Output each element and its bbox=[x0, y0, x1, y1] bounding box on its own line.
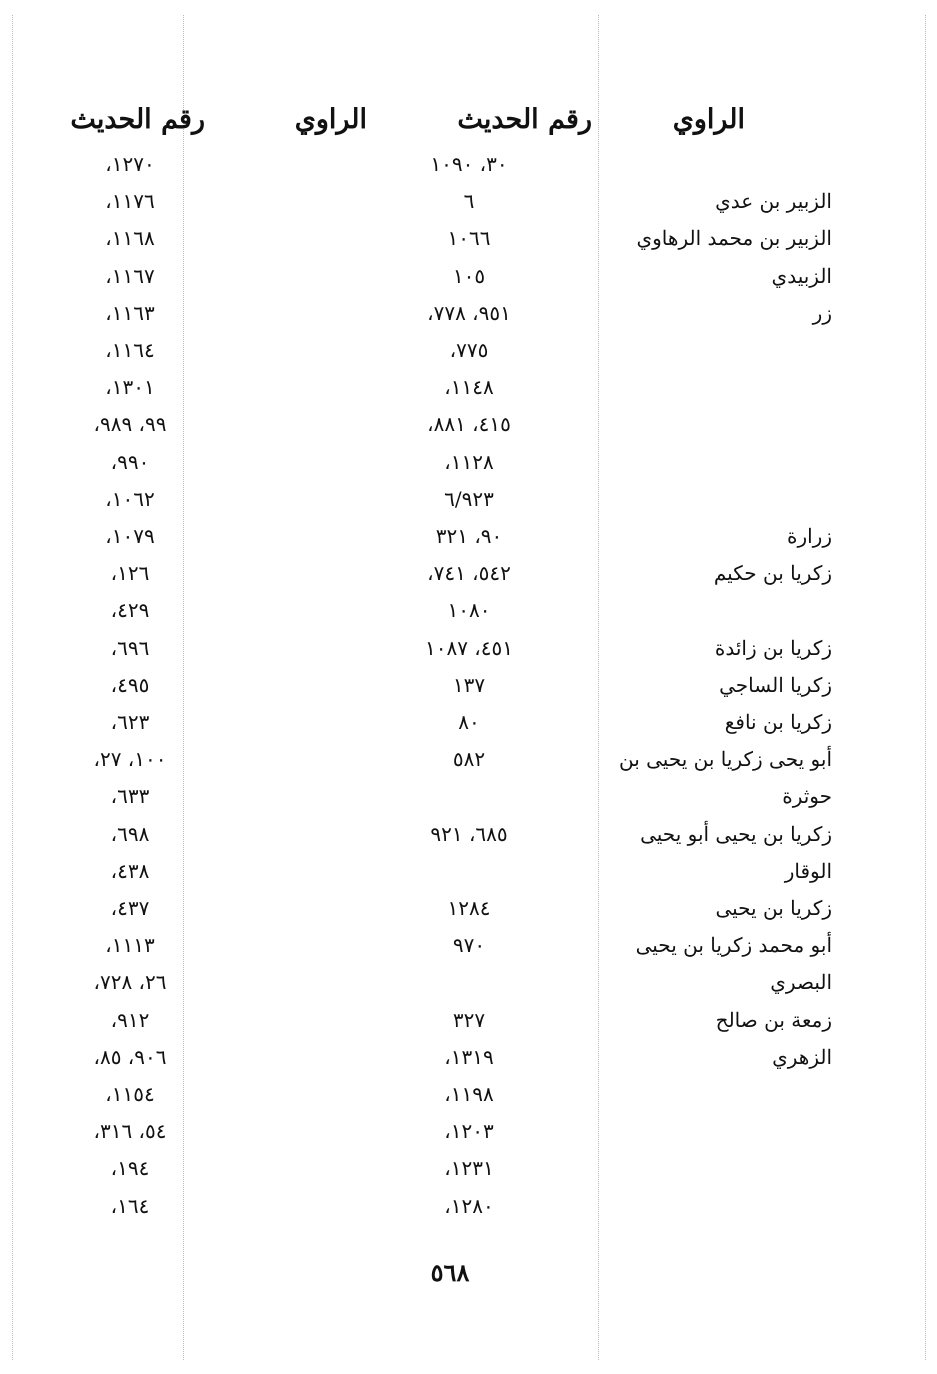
hadith-numbers: ٥٤٢، ٧٤١، bbox=[427, 561, 511, 585]
table-row bbox=[0, 816, 937, 853]
table-row bbox=[0, 741, 937, 778]
hadith-numbers-left: ٤٢٩، bbox=[110, 598, 150, 622]
narrator-name: زكريا بن زائدة bbox=[714, 636, 832, 660]
hadith-numbers bbox=[389, 853, 549, 890]
hadith-numbers-left: ١١٦٤، bbox=[105, 338, 155, 362]
narrator-name: زر bbox=[812, 301, 832, 325]
table-row bbox=[0, 667, 937, 704]
header-hadith-left: رقم الحديث bbox=[70, 104, 205, 135]
hadith-numbers-left: ٢٦، ٧٢٨، bbox=[93, 970, 167, 994]
hadith-numbers: ٣٠، ١٠٩٠ bbox=[430, 152, 508, 176]
hadith-numbers: ٨٠ bbox=[458, 710, 480, 734]
narrator-name: الزهري bbox=[772, 1045, 832, 1069]
narrator-name: أبو محمد زكريا بن يحيى bbox=[635, 933, 832, 957]
hadith-numbers: ١٢٨٠، bbox=[444, 1194, 494, 1218]
hadith-numbers-left: ١٠٠، ٢٧، bbox=[93, 747, 167, 771]
table-row bbox=[0, 927, 937, 964]
table-row bbox=[0, 1188, 937, 1225]
hadith-numbers-left: ٩١٢، bbox=[110, 1008, 150, 1032]
hadith-numbers-left: ١١٧٦، bbox=[105, 189, 155, 213]
hadith-numbers: ١٠٨٠ bbox=[447, 598, 491, 622]
hadith-numbers-left: ١١٥٤، bbox=[105, 1082, 155, 1106]
hadith-numbers-left: ٤٣٧، bbox=[110, 896, 150, 920]
hadith-numbers: ٩٠، ٣٢١ bbox=[435, 524, 503, 548]
table-row bbox=[0, 778, 937, 815]
hadith-numbers-left: ١١١٣، bbox=[105, 933, 155, 957]
hadith-numbers: ٧٧٥، bbox=[449, 338, 489, 362]
hadith-numbers-left: ٩٠٦، ٨٥، bbox=[93, 1045, 167, 1069]
table-row bbox=[0, 1113, 937, 1150]
hadith-numbers: ٤١٥، ٨٨١، bbox=[427, 412, 511, 436]
hadith-numbers-left: ٤٣٨، bbox=[110, 859, 150, 883]
hadith-numbers: ١٢٣١، bbox=[444, 1156, 494, 1180]
table-row bbox=[0, 1039, 937, 1076]
hadith-numbers-left: ١١٦٧، bbox=[105, 264, 155, 288]
narrator-name: الزبيدي bbox=[771, 264, 832, 288]
hadith-numbers: ١١٢٨، bbox=[444, 450, 494, 474]
hadith-numbers-left: ٩٩٠، bbox=[110, 450, 150, 474]
hadith-numbers: ٤٥١، ١٠٨٧ bbox=[424, 636, 513, 660]
table-row bbox=[0, 332, 937, 369]
hadith-numbers: ٣٢٧ bbox=[452, 1008, 486, 1032]
table-row bbox=[0, 1002, 937, 1039]
hadith-numbers: ٩٥١، ٧٧٨، bbox=[427, 301, 511, 325]
narrator-name: حوثرة bbox=[782, 784, 832, 808]
narrator-name: زرارة bbox=[786, 524, 832, 548]
narrator-name: الزبير بن محمد الرهاوي bbox=[636, 226, 832, 250]
narrator-name: البصري bbox=[770, 970, 832, 994]
table-row bbox=[0, 146, 937, 183]
narrator-name: الوقار bbox=[784, 859, 832, 883]
hadith-numbers-left: ١١٦٣، bbox=[105, 301, 155, 325]
table-row bbox=[0, 220, 937, 257]
hadith-numbers-left: ٤٩٥، bbox=[110, 673, 150, 697]
narrator-name: الزبير بن عدي bbox=[715, 189, 832, 213]
table-row bbox=[0, 964, 937, 1001]
hadith-numbers-left: ١٢٧٠، bbox=[105, 152, 155, 176]
table-row bbox=[0, 481, 937, 518]
hadith-numbers: ١٣٧ bbox=[452, 673, 486, 697]
table-row bbox=[0, 555, 937, 592]
hadith-numbers: ١٠٥ bbox=[452, 264, 486, 288]
table-row bbox=[0, 295, 937, 332]
hadith-numbers-left: ٦٩٦، bbox=[110, 636, 150, 660]
hadith-numbers: ١٣١٩، bbox=[444, 1045, 494, 1069]
hadith-numbers: ١١٩٨، bbox=[444, 1082, 494, 1106]
table-row bbox=[0, 444, 937, 481]
hadith-numbers: ٦ bbox=[463, 189, 475, 213]
table-row bbox=[0, 1076, 937, 1113]
hadith-numbers-left: ١٣٠١، bbox=[105, 375, 155, 399]
hadith-numbers-left: ١٦٤، bbox=[110, 1194, 150, 1218]
table-row bbox=[0, 704, 937, 741]
hadith-numbers: ٩٧٠ bbox=[452, 933, 486, 957]
narrator-name: زكريا بن حكيم bbox=[713, 561, 832, 585]
hadith-numbers bbox=[389, 778, 549, 815]
narrator-name: زمعة بن صالح bbox=[715, 1008, 832, 1032]
hadith-numbers-left: ١٠٧٩، bbox=[105, 524, 155, 548]
hadith-numbers: ١٠٦٦ bbox=[447, 226, 491, 250]
header-narrator-left: الراوي bbox=[294, 104, 367, 135]
table-row bbox=[0, 1150, 937, 1187]
hadith-numbers-left: ٦٢٣، bbox=[110, 710, 150, 734]
table-row bbox=[0, 406, 937, 443]
table-row bbox=[0, 369, 937, 406]
hadith-numbers: ١٢٨٤ bbox=[447, 896, 491, 920]
header-narrator-right: الراوي bbox=[672, 104, 745, 135]
hadith-numbers-left: ٥٤، ٣١٦، bbox=[93, 1119, 167, 1143]
narrator-name: أبو يحى زكريا بن يحيى بن bbox=[618, 747, 832, 771]
hadith-numbers-left: ١٢٦، bbox=[110, 561, 150, 585]
page-number: ٥٦٨ bbox=[430, 1258, 470, 1287]
hadith-numbers bbox=[389, 964, 549, 1001]
narrator-name: زكريا بن يحيى bbox=[715, 896, 832, 920]
table-row bbox=[0, 183, 937, 220]
hadith-numbers-left: ١٩٤، bbox=[110, 1156, 150, 1180]
hadith-numbers: ٥٨٢ bbox=[452, 747, 486, 771]
narrator-name: زكريا بن نافع bbox=[724, 710, 832, 734]
table-row bbox=[0, 518, 937, 555]
table-row bbox=[0, 890, 937, 927]
hadith-numbers: ١٢٠٣، bbox=[444, 1119, 494, 1143]
table-row bbox=[0, 258, 937, 295]
hadith-numbers-left: ٦٣٣، bbox=[110, 784, 150, 808]
hadith-numbers-left: ١٠٦٢، bbox=[105, 487, 155, 511]
hadith-numbers: ٦٨٥، ٩٢١ bbox=[430, 822, 508, 846]
hadith-numbers-left: ٩٩، ٩٨٩، bbox=[93, 412, 167, 436]
table-row bbox=[0, 853, 937, 890]
narrator-name: زكريا الساجي bbox=[719, 673, 832, 697]
hadith-numbers: ٦/٩٢٣ bbox=[444, 487, 494, 511]
hadith-numbers-left: ١١٦٨، bbox=[105, 226, 155, 250]
hadith-numbers-left: ٦٩٨، bbox=[110, 822, 150, 846]
header-hadith-right: رقم الحديث bbox=[457, 104, 592, 135]
table-row bbox=[0, 592, 937, 629]
table-row bbox=[0, 630, 937, 667]
narrator-name: زكريا بن يحيى أبو يحيى bbox=[640, 822, 832, 846]
hadith-numbers: ١١٤٨، bbox=[444, 375, 494, 399]
